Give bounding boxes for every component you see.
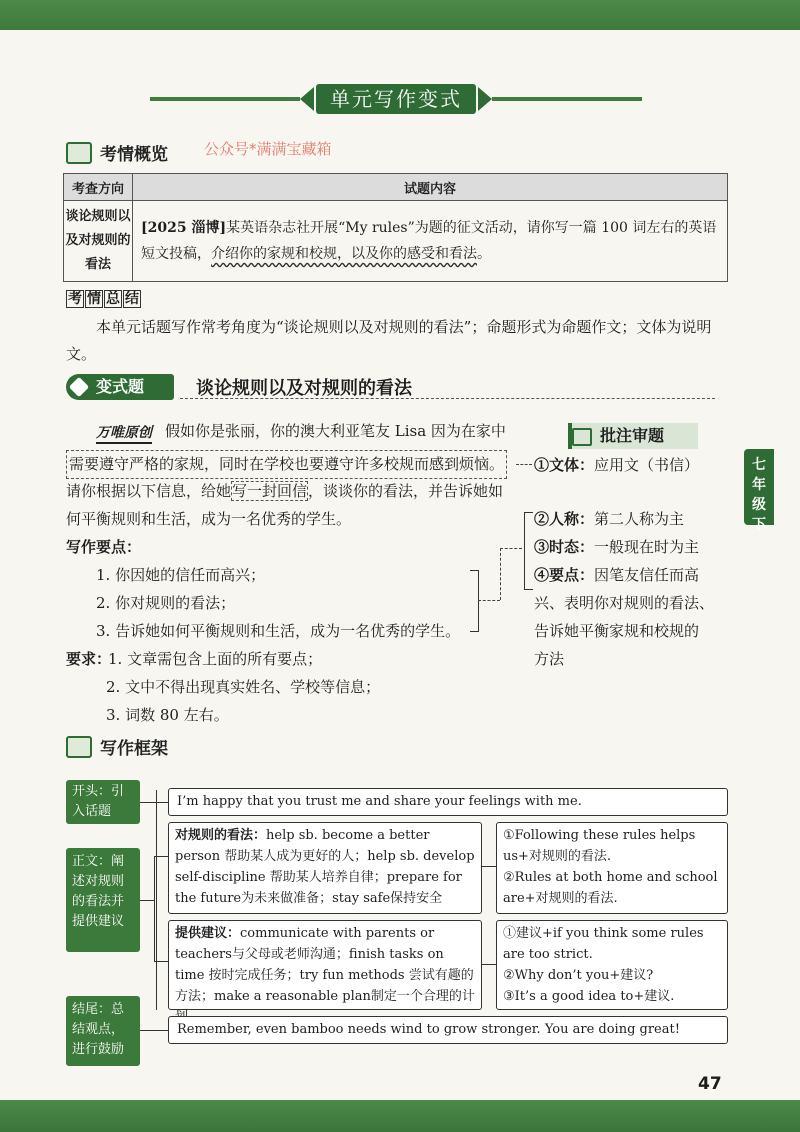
connector-genre (516, 464, 532, 465)
table-direction-cell: 谈论规则以及对规则的看法 (64, 201, 133, 282)
advice-sentences-box (496, 920, 728, 1010)
prompt-line-3a: 请你根据以下信息，给她 (66, 482, 232, 500)
prompt-letter-reply: 写一封回信 (232, 482, 308, 500)
advice-text: communicate with parents or teachers与父母或老师沟通；finish tasks on time 按时完成任务；try fun methods 尝试有趣的方法；make a reasonable plan制定一个合理的计 (175, 926, 475, 1004)
prompt-line-1: 假如你是张丽，你的澳大利亚笔友 Lisa 因为在家中 (165, 422, 506, 440)
banner-right-line (492, 97, 642, 101)
annotation-points (534, 562, 699, 589)
exam-table (63, 173, 728, 282)
page-title: 单元写作变式 (316, 84, 476, 114)
grade-side-tab (744, 449, 774, 533)
opening-box (168, 788, 728, 816)
annotation-points-line-2: 兴、表明你对规则的看法、 (534, 594, 715, 612)
point-3: 3. 告诉她如何平衡规则和生活，成为一名优秀的学生。 (96, 622, 461, 640)
variant-divider (180, 398, 715, 399)
opening-label: 开头：引入话题 (66, 780, 140, 824)
annotation-title: 批注审题 (568, 423, 698, 449)
annotation-brace (524, 512, 533, 590)
prompt-line-4: 何平衡规则和生活，成为一名优秀的学生。 (66, 510, 352, 528)
grade-side-tab-label: 七年级下 (752, 457, 766, 533)
advice-sentence-2: ②Why don’t you+建议? (503, 968, 654, 983)
views-title: 对规则的看法： (175, 828, 267, 843)
banner-left-arrow (300, 87, 314, 111)
requirement-1: 1. 文章需包含上面的所有要点； (108, 650, 323, 668)
summary-label-char: 情 (87, 291, 101, 307)
annotation-tense-value: 一般现在时为主 (594, 538, 700, 556)
connector-points-1 (478, 600, 500, 601)
opening-sentence: I’m happy that you trust me and share your feelings with me. (177, 794, 582, 809)
edit-icon (572, 428, 592, 446)
opening-connector (140, 802, 168, 803)
annotation-points-line-3: 告诉她平衡家规和校规的 (534, 622, 700, 640)
summary-label-char: 结 (125, 291, 139, 307)
annotation-person-label: ②人称： (534, 510, 595, 528)
connector-points-3 (500, 548, 522, 549)
table-header-content: 试题内容 (133, 174, 728, 201)
views-text: help sb. become a better person 帮助某人成为更好的人；help sb. develop self-discipline 帮助某人培养自律；prepare for the future为未来做准备；stay safe保持安全 (175, 828, 475, 906)
body-label: 正文：阐述对规则的看法并提供建议 (66, 848, 140, 952)
annotation-person-value: 第二人称为主 (594, 510, 685, 528)
body-brace (154, 856, 169, 962)
brand-label: 万唯原创 (96, 422, 152, 444)
views-connector (482, 866, 496, 867)
variant-tag: 变式题 (66, 374, 174, 400)
point-1: 1. 你因她的信任而高兴； (96, 566, 266, 584)
summary-text: 本单元话题写作常考角度为“谈论规则以及对规则的看法”；命题形式为命题作文；文体为说明文。 (66, 318, 712, 363)
views-sentence-1: ①Following these rules helps us+对规则的看法. (503, 828, 696, 864)
prompt-line-2: 需要遵守严格的家规，同时在学校也要遵守许多校规而感到烦恼。 (66, 450, 507, 479)
monitor-icon (66, 142, 92, 164)
top-decor-bar (0, 0, 800, 30)
table-header-direction: 考查方向 (64, 174, 133, 201)
annotation-genre-value: 应用文（书信） (594, 456, 700, 474)
exam-content-end: 。 (477, 246, 491, 262)
requirement-3: 3. 词数 80 左右。 (106, 706, 229, 724)
framework-title: 写作框架 (100, 739, 168, 759)
annotation-genre-label: ①文体： (534, 456, 595, 474)
variant-title: 谈论规则以及对规则的看法 (196, 378, 412, 399)
requirement-2: 2. 文中不得出现真实姓名、学校等信息； (106, 678, 381, 696)
annotation-tense (534, 534, 699, 561)
ending-connector (140, 1030, 168, 1031)
page-number: 47 (698, 1074, 722, 1094)
views-box (168, 822, 482, 914)
advice-title: 提供建议： (175, 926, 241, 941)
watermark: 公众号*满满宝藏箱 (204, 140, 332, 158)
advice-connector (482, 964, 496, 965)
prompt-line-3 (66, 478, 503, 505)
annotation-genre (534, 452, 699, 479)
ending-label: 结尾：总结观点，进行鼓励 (66, 996, 140, 1066)
annotation-points-label: ④要点： (534, 566, 595, 584)
summary-label-char: 考 (68, 291, 82, 307)
table-content-cell (133, 201, 728, 282)
bottom-decor-bar (0, 1100, 800, 1132)
views-sentences-box (496, 822, 728, 914)
ending-sentence: Remember, even bamboo needs wind to grow stronger. You are doing great! (177, 1022, 680, 1037)
annotation-points-line-4: 方法 (534, 650, 565, 668)
advice-sentence-3: ③It’s a good idea to+建议. (503, 989, 675, 1004)
advice-box (168, 920, 482, 1010)
sitemap-icon (66, 736, 92, 758)
banner-right-arrow (478, 87, 492, 111)
points-title: 写作要点： (66, 538, 142, 556)
prompt-line-3c: ，谈谈你的看法，并告诉她如 (308, 482, 504, 500)
exam-source: [2025 淄博] (141, 220, 227, 236)
views-sentence-2: ②Rules at both home and school are+对规则的看法. (503, 870, 718, 906)
overview-title: 考情概览 (100, 145, 168, 165)
annotation-person (534, 506, 684, 533)
points-brace (470, 570, 479, 632)
summary-label (66, 288, 142, 308)
ending-box (168, 1016, 728, 1044)
exam-content: 某英语杂志社开展“My rules”为题的征文活动，请你写一篇 100 词左右的英语短文投稿， (141, 220, 717, 262)
body-connector (140, 900, 154, 901)
requirements-title: 要求： (66, 650, 112, 668)
annotation-points-value: 因笔友信任而高 (594, 566, 700, 584)
advice-sentence-1: ①建议+if you think some rules are too strict. (503, 926, 704, 962)
summary-label-char: 总 (106, 291, 120, 307)
annotation-tense-label: ③时态： (534, 538, 595, 556)
banner-left-line (150, 97, 300, 101)
connector-points-2 (500, 548, 501, 600)
point-2: 2. 你对规则的看法； (96, 594, 236, 612)
exam-content-emphasis: 介绍你的家规和校规，以及你的感受和看法 (211, 246, 477, 262)
